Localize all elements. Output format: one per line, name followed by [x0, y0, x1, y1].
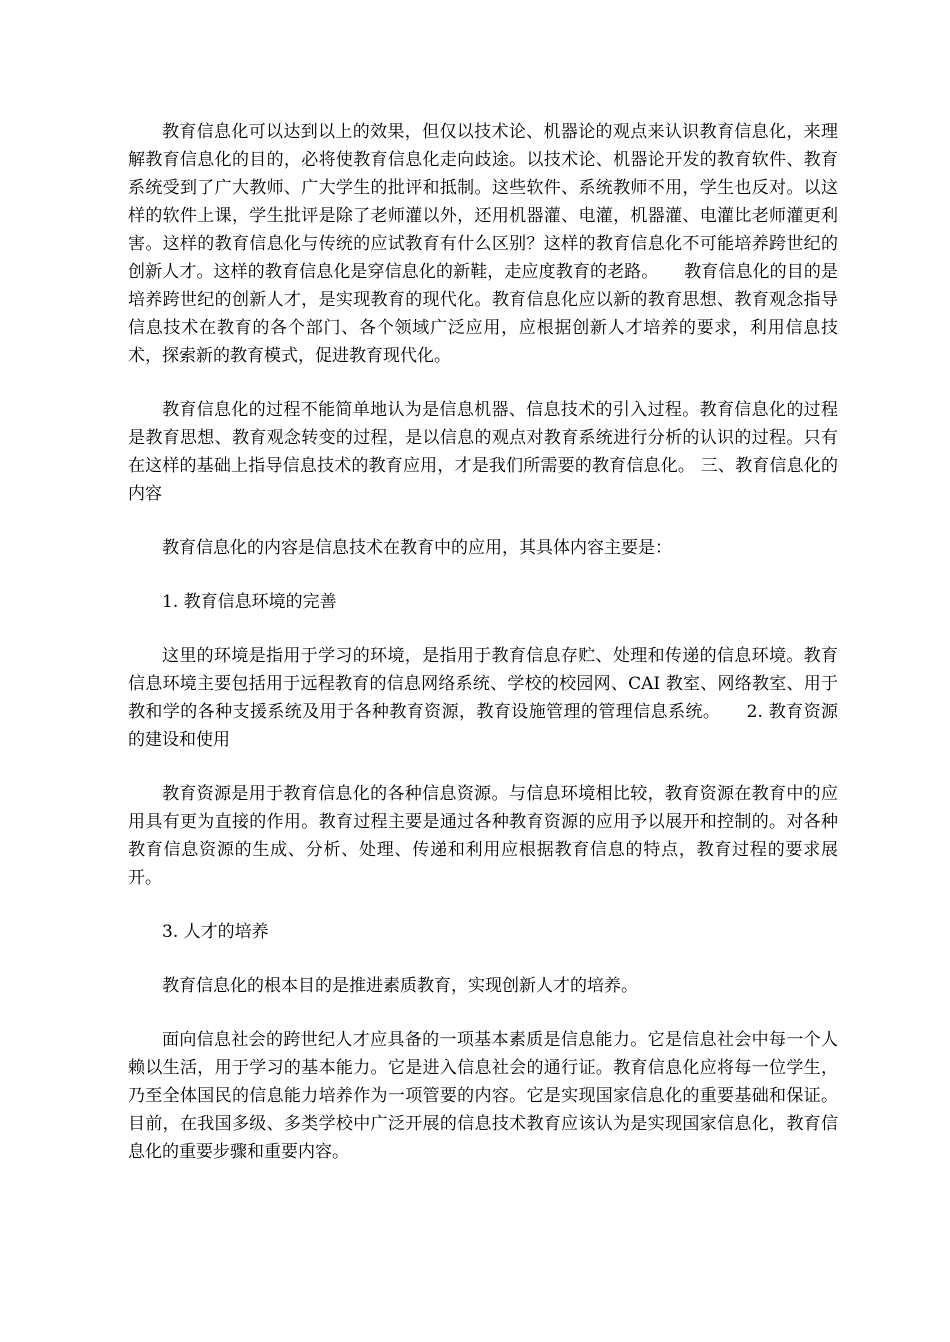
paragraph-content-intro: 教育信息化的内容是信息技术在教育中的应用，其具体内容主要是：: [162, 538, 672, 558]
paragraph-environment: 这里的环境是指用于学习的环境，是指用于教育信息存贮、处理和传递的信息环境。教育信息环境主要包括用于远程教育的信息网络系统、学校的校园网、CAI 教室、网络教室、用于教和学的各种支援系统及用于各种教育资源，教育设施管理的管理信息系统。 2. 教育资源的建设和使用: [128, 646, 838, 750]
paragraph-fundamental-goal: 教育信息化的根本目的是推进素质教育，实现创新人才的培养。: [162, 976, 638, 996]
paragraph-information-ability: 面向信息社会的跨世纪人才应具备的一项基本素质是信息能力。它是信息社会中每一个人赖以生活，用于学习的基本能力。它是进入信息社会的通行证。教育信息化应将每一位学生，乃至全体国民的信息能力培养作为一项管要的内容。它是实现国家信息化的重要基础和保证。目前，在我国多级、多类学校中广泛开展的信息技术教育应该认为是实现国家信息化，教育信息化的重要步骤和重要内容。: [128, 1030, 838, 1162]
paragraph-informatization-process: 教育信息化的过程不能简单地认为是信息机器、信息技术的引入过程。教育信息化的过程是教育思想、教育观念转变的过程，是以信息的观点对教育系统进行分析的认识的过程。只有在这样的基础上指导信息技术的教育应用，才是我们所需要的教育信息化。 三、教育信息化的内容: [128, 400, 838, 504]
paragraph-education-informatization-goals: 教育信息化可以达到以上的效果，但仅以技术论、机器论的观点来认识教育信息化，来理解教育信息化的目的，必将使教育信息化走向歧途。以技术论、机器论开发的教育软件、教育系统受到了广大教师、广大学生的批评和抵制。这些软件、系统教师不用，学生也反对。以这样的软件上课，学生批评是除了老师灌以外，还用机器灌、电灌，机器灌、电灌比老师灌更利害。这样的教育信息化与传统的应试教育有什么区别？这样的教育信息化不可能培养跨世纪的创新人才。这样的教育信息化是穿信息化的新鞋，走应度教育的老路。 教育信息化的目的是培养跨世纪的创新人才，是实现教育的现代化。教育信息化应以新的教育思想、教育观念指导信息技术在教育的各个部门、各个领域广泛应用，应根据创新人才培养的要求，利用信息技术，探索新的教育模式，促进教育现代化。: [128, 122, 838, 366]
document-page: [128, 118, 838, 1192]
paragraph-resources: 教育资源是用于教育信息化的各种信息资源。与信息环境相比较，教育资源在教育中的应用具有更为直接的作用。教育过程主要是通过各种教育资源的应用予以展开和控制的。对各种教育信息资源的生成、分析、处理、传递和利用应根据教育信息的特点，教育过程的要求展开。: [128, 784, 838, 888]
section-heading-environment: 1. 教育信息环境的完善: [162, 592, 337, 612]
section-heading-talent: 3. 人才的培养: [162, 922, 269, 942]
